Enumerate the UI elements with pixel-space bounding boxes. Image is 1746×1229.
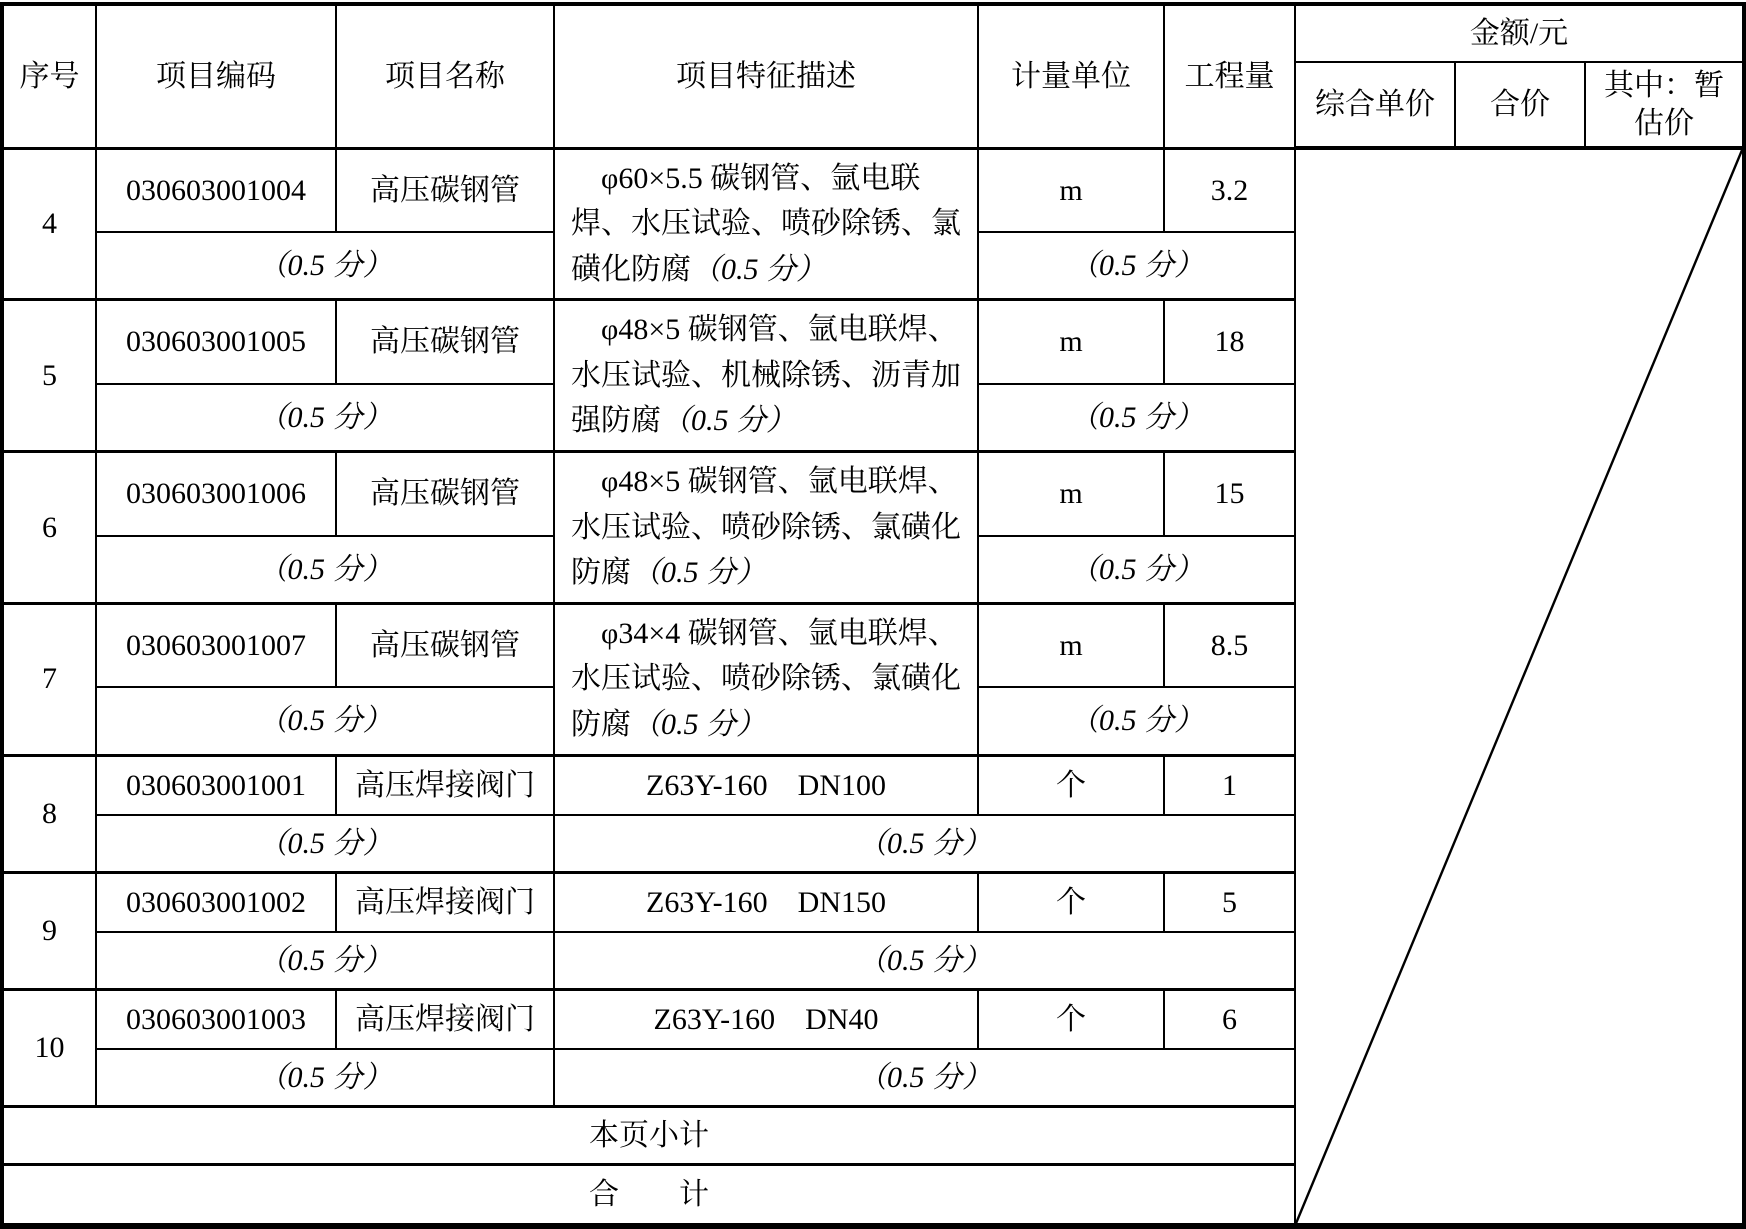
row6-score-left: （0.5 分） <box>96 536 554 604</box>
row9-name: 高压焊接阀门 <box>336 872 554 932</box>
row5-desc <box>554 300 978 452</box>
row5-qty: 18 <box>1164 300 1295 384</box>
row7-desc-text: φ34×4 碳钢管、氩电联焊、水压试验、喷砂除锈、氯磺化防腐 <box>571 616 961 742</box>
code-header-cell: 项目编码 <box>96 4 336 148</box>
row9-desc: Z63Y-160 DN150 <box>554 872 978 932</box>
row7-unit: m <box>978 603 1164 687</box>
row7-desc-note: （0.5 分） <box>631 708 766 742</box>
row5-name: 高压碳钢管 <box>336 300 554 384</box>
row7-code: 030603001007 <box>96 603 336 687</box>
row8-unit: 个 <box>978 755 1164 815</box>
row10-qty: 6 <box>1164 989 1295 1049</box>
row4-desc-note: （0.5 分） <box>691 252 826 286</box>
row8-qty: 1 <box>1164 755 1295 815</box>
row4-code: 030603001004 <box>96 148 336 232</box>
row5-desc-note: （0.5 分） <box>661 404 796 438</box>
row7-seq: 7 <box>2 603 96 755</box>
row6-desc <box>554 452 978 604</box>
row6-desc-text: φ48×5 碳钢管、氩电联焊、水压试验、喷砂除锈、氯磺化防腐 <box>571 465 961 590</box>
row4-desc-text: φ60×5.5 碳钢管、氩电联焊、水压试验、喷砂除锈、氯磺化防腐 <box>571 161 961 286</box>
row5-unit: m <box>978 300 1164 384</box>
row4-desc <box>554 148 978 300</box>
row6-unit: m <box>978 452 1164 536</box>
diagonal-slash-icon <box>1296 150 1742 1223</box>
seq-header-cell: 序号 <box>2 4 96 148</box>
row9-qty: 5 <box>1164 872 1295 932</box>
row8-desc: Z63Y-160 DN100 <box>554 755 978 815</box>
row8-score-left: （0.5 分） <box>96 815 554 872</box>
boq-table <box>0 2 1746 1229</box>
row8-seq: 8 <box>2 755 96 872</box>
grand-total-cell: 合 计 <box>2 1164 1295 1226</box>
row10-desc: Z63Y-160 DN40 <box>554 989 978 1049</box>
row5-code: 030603001005 <box>96 300 336 384</box>
header-row-1 <box>2 4 1744 62</box>
row6-code: 030603001006 <box>96 452 336 536</box>
row5-score-right: （0.5 分） <box>978 384 1295 452</box>
row6-desc-note: （0.5 分） <box>631 556 766 590</box>
row8-name: 高压焊接阀门 <box>336 755 554 815</box>
row9-seq: 9 <box>2 872 96 989</box>
row10-code: 030603001003 <box>96 989 336 1049</box>
row7-desc <box>554 603 978 755</box>
row4-qty: 3.2 <box>1164 148 1295 232</box>
row9-code: 030603001002 <box>96 872 336 932</box>
amount-empty-region <box>1295 148 1744 1226</box>
row10-unit: 个 <box>978 989 1164 1049</box>
row5-score-left: （0.5 分） <box>96 384 554 452</box>
row6-qty: 15 <box>1164 452 1295 536</box>
row7-score-right: （0.5 分） <box>978 687 1295 755</box>
unit-price-header-cell: 综合单价 <box>1295 62 1455 148</box>
row8-code: 030603001001 <box>96 755 336 815</box>
qty-header-cell: 工程量 <box>1164 4 1295 148</box>
row6-name: 高压碳钢管 <box>336 452 554 536</box>
row8-score-right: （0.5 分） <box>554 815 1295 872</box>
row4-seq: 4 <box>2 148 96 300</box>
page-subtotal-cell: 本页小计 <box>2 1106 1295 1164</box>
row5-desc-text: φ48×5 碳钢管、氩电联焊、水压试验、机械除锈、沥青加强防腐 <box>571 313 961 438</box>
row4-score-left: （0.5 分） <box>96 232 554 300</box>
row10-score-left: （0.5 分） <box>96 1049 554 1106</box>
row6-seq: 6 <box>2 452 96 604</box>
row4-score-right: （0.5 分） <box>978 232 1295 300</box>
row7-name: 高压碳钢管 <box>336 603 554 687</box>
total-price-header-cell: 合价 <box>1455 62 1585 148</box>
row4-name: 高压碳钢管 <box>336 148 554 232</box>
amount-group-header-cell: 金额/元 <box>1295 4 1744 62</box>
row10-seq: 10 <box>2 989 96 1106</box>
row7-qty: 8.5 <box>1164 603 1295 687</box>
row5-seq: 5 <box>2 300 96 452</box>
provisional-header-cell: 其中：暂估价 <box>1585 62 1744 148</box>
row7-score-left: （0.5 分） <box>96 687 554 755</box>
row9-unit: 个 <box>978 872 1164 932</box>
unit-header-cell: 计量单位 <box>978 4 1164 148</box>
row9-score-right: （0.5 分） <box>554 932 1295 989</box>
desc-header-cell: 项目特征描述 <box>554 4 978 148</box>
name-header-cell: 项目名称 <box>336 4 554 148</box>
row9-score-left: （0.5 分） <box>96 932 554 989</box>
row10-name: 高压焊接阀门 <box>336 989 554 1049</box>
table-row <box>2 148 1744 232</box>
row10-score-right: （0.5 分） <box>554 1049 1295 1106</box>
row4-unit: m <box>978 148 1164 232</box>
row6-score-right: （0.5 分） <box>978 536 1295 604</box>
